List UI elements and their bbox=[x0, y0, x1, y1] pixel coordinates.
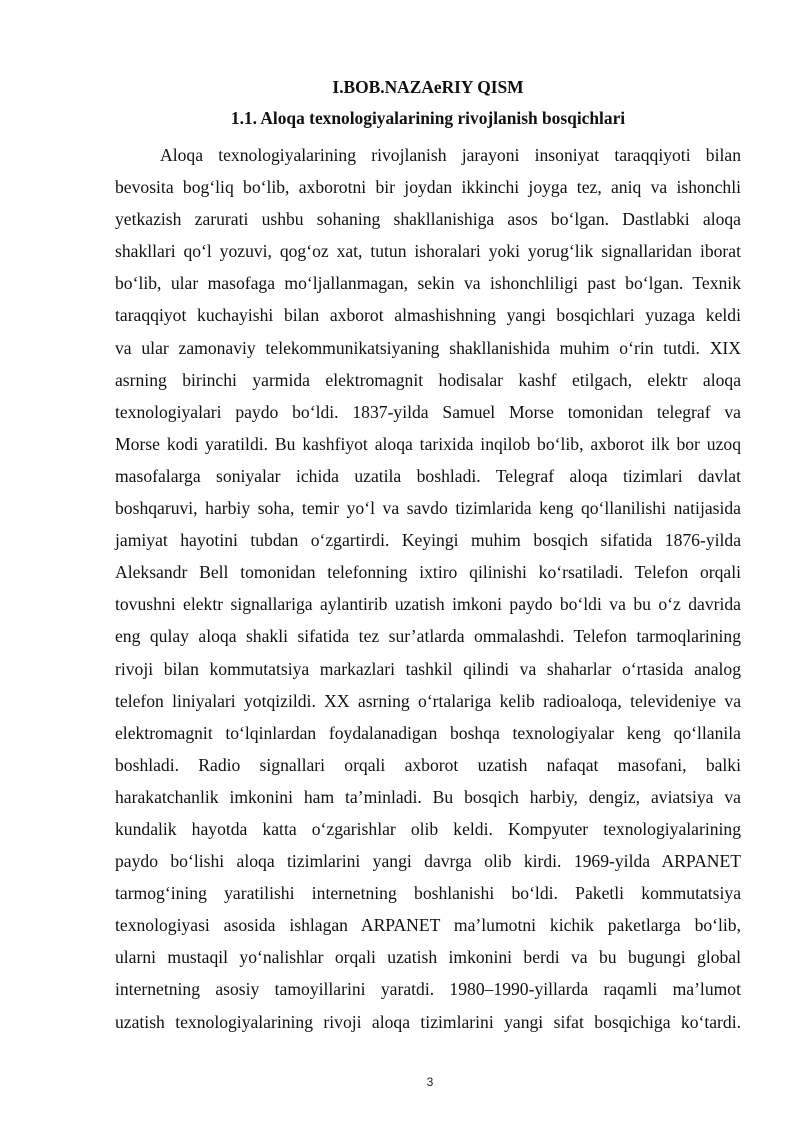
paragraph-line: asrning birinchi yarmida elektromagnit hodisalar kashf etilgach, elektr aloqa bbox=[115, 369, 741, 390]
paragraph-line: bevosita bog‘liq bo‘lib, axborotni bir joydan ikkinchi joyga tez, aniq va ishonchli bbox=[115, 177, 741, 198]
paragraph-line: elektromagnit to‘lqinlardan foydalanadigan boshqa texnologiyalar keng qo‘llanila bbox=[115, 722, 741, 743]
paragraph-line: uzatish texnologiyalarining rivoji aloqa tizimlarini yangi sifat bosqichiga ko‘tardi. bbox=[115, 1011, 741, 1032]
paragraph-line: internetning asosiy tamoyillarini yaratdi. 1980–1990-yillarda raqamli ma’lumot bbox=[115, 979, 741, 1000]
paragraph-line: boshladi. Radio signallari orqali axborot uzatish nafaqat masofani, balki bbox=[115, 754, 741, 775]
paragraph-line: ularni mustaqil yo‘nalishlar orqali uzatish imkonini berdi va bu bugungi global bbox=[115, 947, 741, 968]
section-title: 1.1. Aloqa texnologiyalarining rivojlanish bosqichlari bbox=[230, 108, 626, 128]
paragraph-line: shakllari qo‘l yozuvi, qog‘oz xat, tutun ishoralari yoki yorug‘lik signallaridan iborat bbox=[115, 241, 741, 262]
paragraph-line: Aleksandr Bell tomonidan telefonning ixtiro qilinishi ko‘rsatiladi. Telefon orqali bbox=[115, 562, 741, 583]
paragraph-line: rivoji bilan kommutatsiya markazlari tashkil qilindi va shaharlar o‘rtasida analog bbox=[115, 658, 741, 679]
paragraph-line: tovushni elektr signallariga aylantirib uzatish imkoni paydo bo‘ldi va bu o‘z davrida bbox=[115, 594, 741, 615]
paragraph-line: paydo bo‘lishi aloqa tizimlarini yangi davrga olib kirdi. 1969-yilda ARPANET bbox=[115, 851, 741, 872]
paragraph-line: harakatchanlik imkonini ham ta’minladi. Bu bosqich harbiy, dengiz, aviatsiya va bbox=[115, 786, 741, 807]
body-paragraph bbox=[115, 139, 741, 1038]
chapter-title: I.BOB.NAZAeRIY QISM bbox=[332, 77, 524, 97]
paragraph-line: jamiyat hayotini tubdan o‘zgartirdi. Keyingi muhim bosqich sifatida 1876-yilda bbox=[115, 530, 741, 551]
paragraph-line: telefon liniyalari yotqizildi. XX asrning o‘rtalariga kelib radioaloqa, televideniye va bbox=[115, 690, 741, 711]
paragraph-line: tarmog‘ining yaratilishi internetning boshlanishi bo‘ldi. Paketli kommutatsiya bbox=[115, 883, 741, 904]
paragraph-line: Aloqa texnologiyalarining rivojlanish jarayoni insoniyat taraqqiyoti bilan bbox=[160, 145, 741, 165]
paragraph-line: texnologiyasi asosida ishlagan ARPANET ma’lumotni kichik paketlarga bo‘lib, bbox=[115, 915, 741, 936]
paragraph-line: kundalik hayotda katta o‘zgarishlar olib keldi. Kompyuter texnologiyalarining bbox=[115, 818, 741, 839]
paragraph-line: va ular zamonaviy telekommunikatsiyaning shakllanishida muhim o‘rin tutdi. XIX bbox=[115, 337, 741, 358]
paragraph-line: bo‘lib, ular masofaga mo‘ljallanmagan, sekin va ishonchliligi past bo‘lgan. Texnik bbox=[115, 273, 741, 294]
paragraph-line: boshqaruvi, harbiy soha, temir yo‘l va savdo tizimlarida keng qo‘llanilishi natijasida bbox=[115, 498, 741, 519]
paragraph-line: taraqqiyot kuchayishi bilan axborot almashishning yangi bosqichlari yuzaga keldi bbox=[115, 305, 741, 326]
paragraph-line: eng qulay aloqa shakli sifatida tez sur’atlarda ommalashdi. Telefon tarmoqlarining bbox=[115, 626, 741, 647]
paragraph-line: yetkazish zarurati ushbu sohaning shakllanishiga asos bo‘lgan. Dastlabki aloqa bbox=[115, 209, 741, 230]
paragraph-line: masofalarga soniyalar ichida uzatila boshladi. Telegraf aloqa tizimlari davlat bbox=[115, 465, 741, 486]
paragraph-line: Morse kodi yaratildi. Bu kashfiyot aloqa tarixida inqilob bo‘lib, axborot ilk bor uzoq bbox=[115, 433, 741, 454]
page-number: 3 bbox=[426, 1075, 434, 1089]
paragraph-line: texnologiyalari paydo bo‘ldi. 1837-yilda Samuel Morse tomonidan telegraf va bbox=[115, 401, 741, 422]
